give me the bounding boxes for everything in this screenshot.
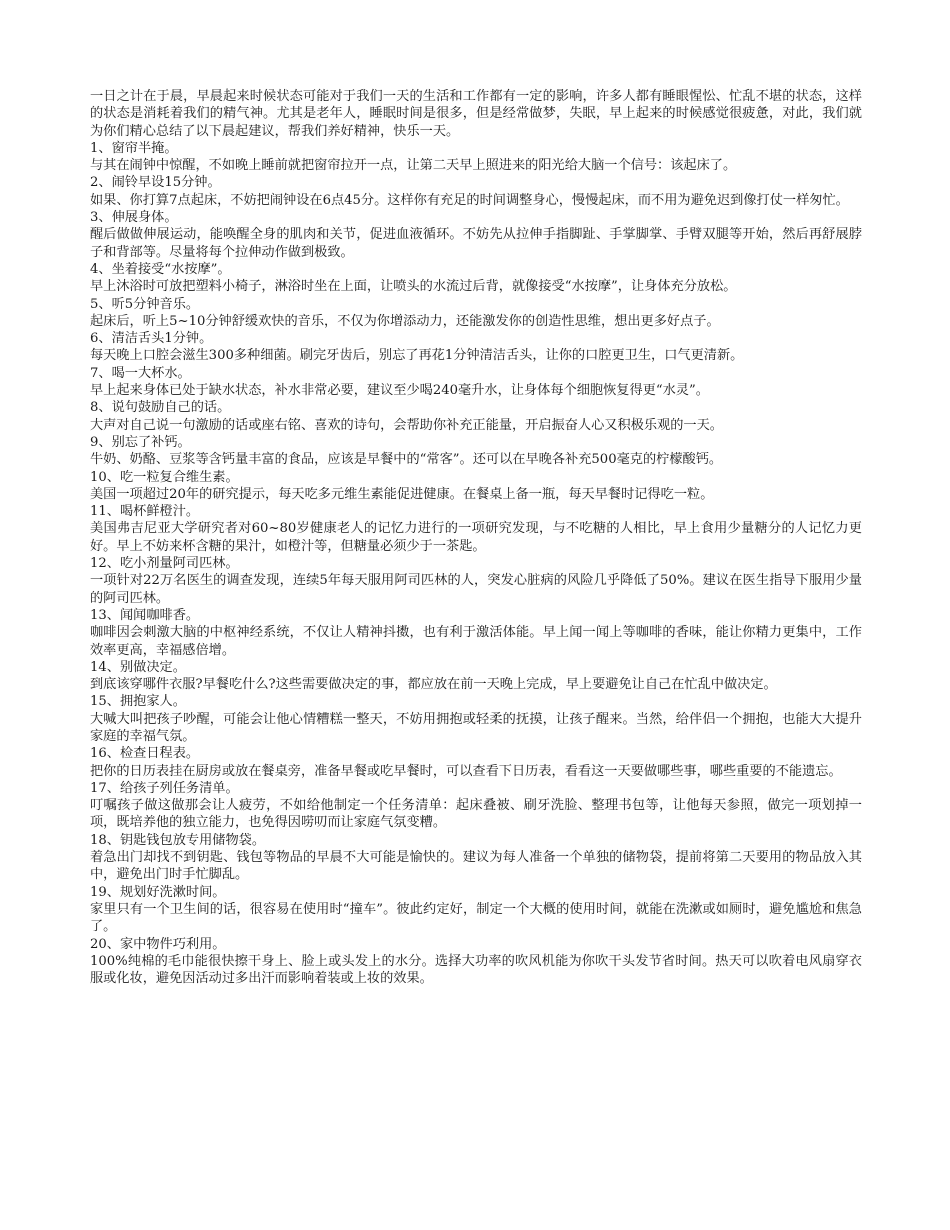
- tip-item: [90, 434, 862, 469]
- tip-body: 美国弗吉尼亚大学研究者对60~80岁健康老人的记忆力进行的一项研究发现，与不吃糖的人相比，早上食用少量糖分的人记忆力更好。早上不妨来杯含糖的果汁，如橙汁等，但糖量必须少于一茶匙。: [90, 521, 862, 554]
- article: [90, 88, 862, 987]
- tip-body: 美国一项超过20年的研究提示，每天吃多元维生素能促进健康。在餐桌上备一瓶，每天早餐时记得吃一粒。: [90, 486, 714, 502]
- tip-heading: 12、吃小剂量阿司匹林。: [90, 556, 239, 572]
- tip-body: 每天晚上口腔会滋生300多种细菌。刷完牙齿后，别忘了再花1分钟清洁舌头，让你的口腔更卫生，口气更清新。: [90, 348, 744, 364]
- tip-body: 起床后，听上5~10分钟舒缓欢快的音乐，不仅为你增添动力，还能激发你的创造性思维，想出更多好点子。: [90, 313, 720, 329]
- tip-item: [90, 140, 862, 175]
- tip-item: [90, 399, 862, 434]
- tip-heading: 15、拥抱家人。: [90, 694, 186, 710]
- tip-heading: 1、窗帘半掩。: [90, 140, 178, 156]
- tip-item: [90, 174, 862, 209]
- tip-body: 到底该穿哪件衣服?早餐吃什么?这些需要做决定的事，都应放在前一天晚上完成，早上要避免让自己在忙乱中做决定。: [90, 677, 777, 693]
- tip-body: 家里只有一个卫生间的话，很容易在使用时“撞车”。彼此约定好，制定一个大概的使用时间，就能在洗漱或如厕时，避免尴尬和焦急了。: [90, 901, 862, 935]
- tip-heading: 9、别忘了补钙。: [90, 434, 191, 450]
- tip-heading: 19、规划好洗漱时间。: [90, 884, 226, 900]
- tip-body: 大声对自己说一句激励的话或座右铭、喜欢的诗句，会帮助你补充正能量，开启振奋人心又积极乐观的一天。: [90, 417, 723, 433]
- tip-body: 如果、你打算7点起床，不妨把闹钟设在6点45分。这样你有充足的时间调整身心，慢慢起床，而不用为避免迟到像打仗一样匆忙。: [90, 192, 849, 208]
- tip-item: [90, 469, 862, 504]
- tip-heading: 10、吃一粒复合维生素。: [90, 469, 239, 485]
- tip-heading: 7、喝一大杯水。: [90, 365, 191, 381]
- tip-heading: 5、听5分钟音乐。: [90, 296, 200, 312]
- tip-item: [90, 607, 862, 659]
- tip-item: [90, 659, 862, 694]
- tip-item: [90, 693, 862, 745]
- tip-item: [90, 936, 862, 988]
- tip-item: [90, 365, 862, 400]
- tip-heading: 17、给孩子列任务清单。: [90, 780, 239, 796]
- intro-paragraph: 一日之计在于晨，早晨起来时候状态可能对于我们一天的生活和工作都有一定的影响，许多人都有睡眼惺忪、忙乱不堪的状态，这样的状态是消耗着我们的精气神。尤其是老年人，睡眠时间是很多，但是经常做梦，失眠，早上起来的时候感觉很疲惫，对此，我们就为你们精心总结了以下晨起建议，帮我们养好精神，快乐一天。: [90, 89, 862, 139]
- tip-body: 牛奶、奶酪、豆浆等含钙量丰富的食品，应该是早餐中的“常客”。还可以在早晚各补充500毫克的柠檬酸钙。: [90, 452, 723, 468]
- tip-item: [90, 296, 862, 331]
- tip-body: 咖啡因会刺激大脑的中枢神经系统，不仅让人精神抖擞，也有利于激活体能。早上闻一闻上等咖啡的香味，能让你精力更集中，工作效率更高，幸福感倍增。: [90, 625, 862, 658]
- tip-body: 着急出门却找不到钥匙、钱包等物品的早晨不大可能是愉快的。建议为每人准备一个单独的储物袋，提前将第二天要用的物品放入其中，避免出门时手忙脚乱。: [90, 850, 862, 883]
- tip-body: 与其在闹钟中惊醒，不如晚上睡前就把窗帘拉开一点，让第二天早上照进来的阳光给大脑一个信号：该起床了。: [90, 158, 737, 174]
- tip-body: 叮嘱孩子做这做那会让人疲劳，不如给他制定一个任务清单：起床叠被、刷牙洗脸、整理书包等，让他每天参照，做完一项划掉一项，既培养他的独立能力，也免得因唠叨而让家庭气氛变糟。: [90, 798, 862, 831]
- tip-item: [90, 503, 862, 555]
- tip-heading: 13、闻闻咖啡香。: [90, 607, 200, 623]
- tip-heading: 3、伸展身体。: [90, 210, 178, 226]
- tip-item: [90, 780, 862, 832]
- tip-body: 一项针对22万名医生的调查发现，连续5年每天服用阿司匹林的人，突发心脏病的风险几乎降低了50%。建议在医生指导下服用少量的阿司匹林。: [90, 573, 862, 606]
- tip-heading: 4、坐着接受“水按摩”。: [90, 261, 231, 277]
- tip-item: [90, 261, 862, 296]
- tip-heading: 20、家中物件巧利用。: [90, 936, 226, 952]
- tip-heading: 2、闹铃早设15分钟。: [90, 175, 221, 191]
- tip-body: 100%纯棉的毛巾能很快擦干身上、脸上或头发上的水分。选择大功率的吹风机能为你吹干头发节省时间。热天可以吹着电风扇穿衣服或化妆，避免因活动过多出汗而影响着装或上妆的效果。: [90, 953, 862, 987]
- tip-item: [90, 330, 862, 365]
- tip-item: [90, 209, 862, 261]
- tip-item: [90, 832, 862, 884]
- tip-item: [90, 745, 862, 780]
- tip-body: 早上沐浴时可放把塑料小椅子，淋浴时坐在上面，让喷头的水流过后背，就像接受“水按摩”，让身体充分放松。: [90, 279, 737, 295]
- tip-body: 醒后做做伸展运动，能唤醒全身的肌肉和关节，促进血液循环。不妨先从拉伸手指脚趾、手掌脚掌、手臂双腿等开始，然后再舒展脖子和背部等。尽量将每个拉伸动作做到极致。: [90, 227, 862, 260]
- tip-body: 大喊大叫把孩子吵醒，可能会让他心情糟糕一整天，不妨用拥抱或轻柔的抚摸，让孩子醒来。当然，给伴侣一个拥抱，也能大大提升家庭的幸福气氛。: [90, 711, 862, 744]
- tip-heading: 14、别做决定。: [90, 659, 186, 675]
- tip-body: 把你的日历表挂在厨房或放在餐桌旁，准备早餐或吃早餐时，可以查看下日历表，看看这一天要做哪些事，哪些重要的不能遗忘。: [90, 763, 842, 779]
- tip-heading: 11、喝杯鲜橙汁。: [90, 504, 200, 520]
- tip-item: [90, 884, 862, 936]
- tip-heading: 16、检查日程表。: [90, 746, 200, 762]
- tips-list: [90, 140, 862, 988]
- tip-heading: 6、清洁舌头1分钟。: [90, 331, 213, 347]
- tip-item: [90, 555, 862, 607]
- tip-heading: 18、钥匙钱包放专用储物袋。: [90, 832, 266, 848]
- tip-heading: 8、说句鼓励自己的话。: [90, 400, 231, 416]
- tip-body: 早上起来身体已处于缺水状态，补水非常必要，建议至少喝240毫升水，让身体每个细胞恢复得更“水灵”。: [90, 383, 709, 399]
